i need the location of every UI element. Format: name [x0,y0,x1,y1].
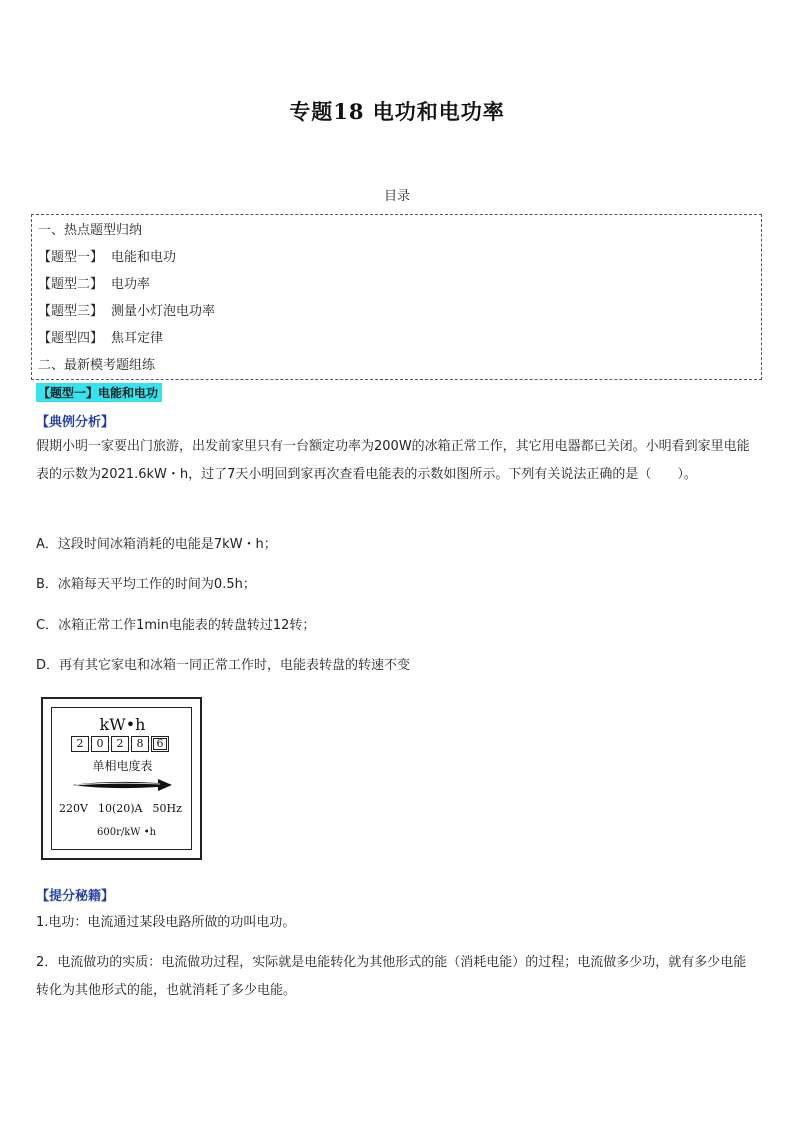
meter-digit: 2 [111,736,129,752]
option-d: D．再有其它家电和冰箱一同正常工作时，电能表转盘的转速不变 [36,658,411,673]
tips-label: 【提分秘籍】 [36,889,115,904]
tip-2: 2．电流做功的实质：电流做功过程，实际就是电能转化为其他形式的能（消耗电能）的过程；电流做多少功，就有多少电能转化为其他形式的能，也就消耗了多少电能。 [36,955,747,998]
toc-item-label: 电能和电功 [111,250,177,265]
option-b: B．冰箱每天平均工作的时间为0.5h； [36,577,256,592]
toc-item-tag: 【题型一】 [38,250,104,265]
option-c: C．冰箱正常工作1min电能表的转盘转过12转； [36,618,316,633]
toc-item-label: 电功率 [111,277,151,292]
example-analysis-label: 【典例分析】 [36,415,115,430]
meter-face [51,707,192,850]
toc-item-mock-exam[interactable]: 二、最新模考题组练 [38,358,156,373]
meter-digit-decimal: 6 [151,736,169,752]
meter-voltage: 220V [59,802,88,815]
toc-item-type-2[interactable] [38,273,150,292]
page-title: 专题18 电功和电功率 [289,99,505,124]
meter-name: 单相电度表 [92,759,153,773]
tip-1: 1.电功：电流通过某段电路所做的功叫电功。 [36,915,296,930]
toc-item-type-1[interactable] [38,246,176,265]
toc-heading: 目录 [383,189,410,204]
meter-constant: 600r/kW •h [97,827,157,838]
question-stem: 假期小明一家要出门旅游，出发前家里只有一台额定功率为200W的冰箱正常工作，其它用电器都已关闭。小明看到家里电能表的示数为2021.6kW・h，过了7天小明回到家再次查看电能表的示数如图所示。下列有关说法正确的是（ ）。 [36,439,750,482]
toc-item-type-4[interactable] [38,327,163,346]
toc-item-tag: 【题型二】 [38,277,104,292]
meter-reading [71,736,171,752]
meter-specs [59,802,192,815]
toc-item-label: 测量小灯泡电功率 [111,304,216,319]
meter-current: 10(20)A [97,802,143,815]
option-a: A．这段时间冰箱消耗的电能是7kW・h； [36,537,277,552]
toc-item-tag: 【题型三】 [38,304,104,319]
toc-box [31,214,762,380]
rotation-arrow-icon [70,778,174,792]
toc-item-hot-topics[interactable]: 一、热点题型归纳 [38,223,143,238]
toc-item-tag: 【题型四】 [38,331,104,346]
electric-meter-figure [41,697,202,860]
meter-frequency: 50Hz [152,802,182,815]
toc-item-label: 焦耳定律 [111,331,164,346]
meter-unit: kW•h [99,715,146,734]
meter-digit: 0 [91,736,109,752]
meter-digit: 8 [131,736,149,752]
toc-item-type-3[interactable] [38,300,215,319]
meter-digit: 2 [71,736,89,752]
section-heading-type-1: 【题型一】电能和电功 [36,383,162,402]
